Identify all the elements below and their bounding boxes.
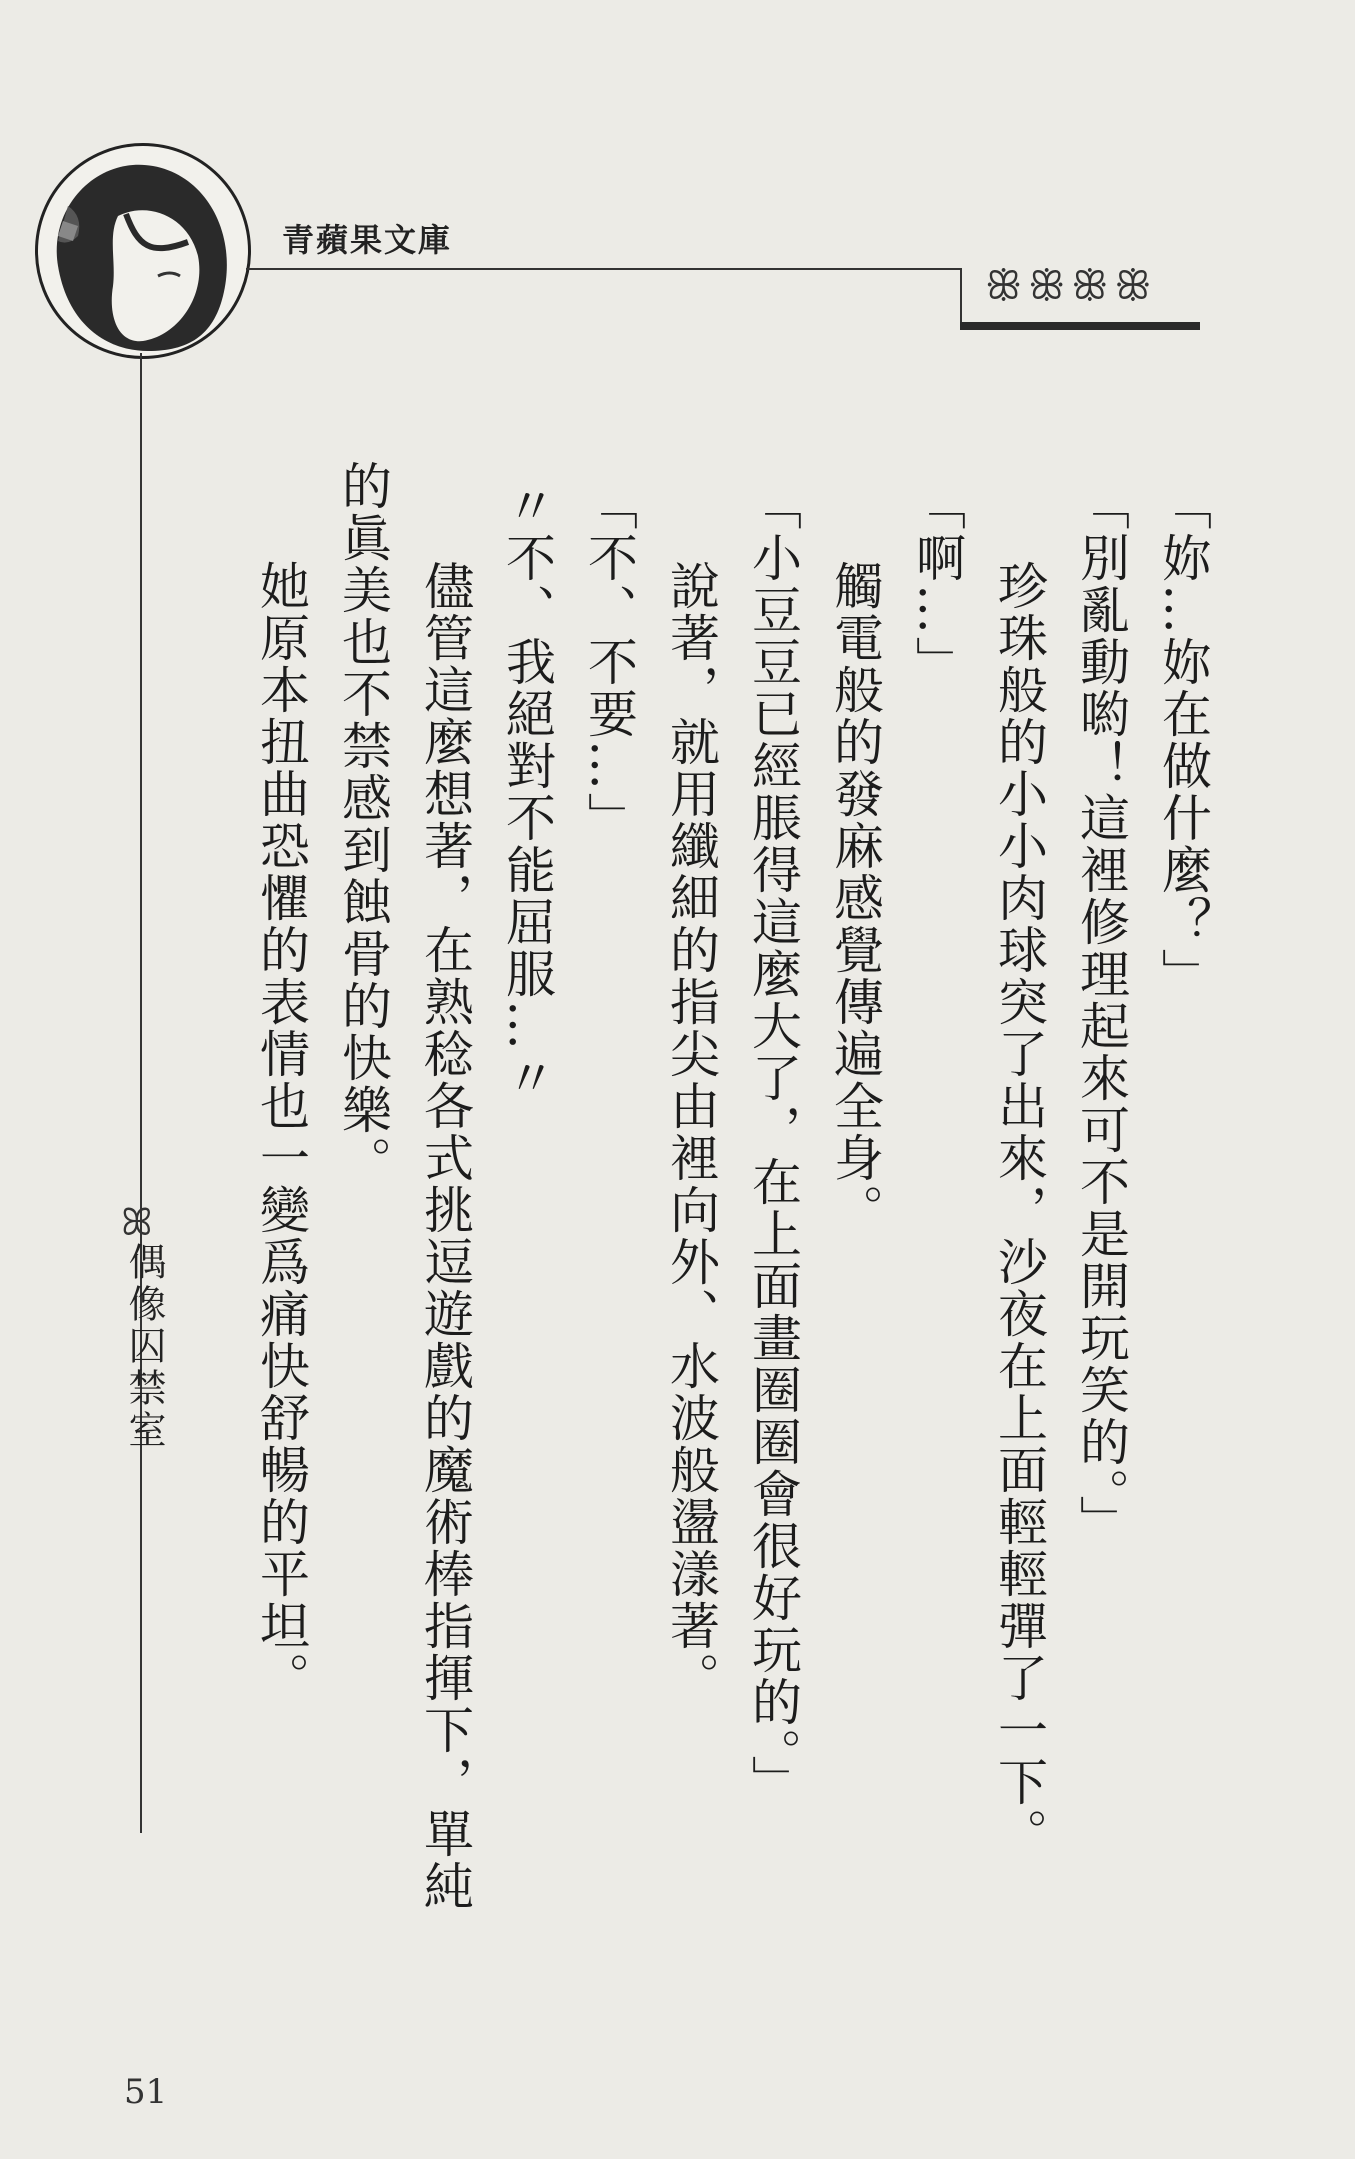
portrait-illustration: [35, 143, 251, 359]
text-line: 「別亂動喲！這裡修理起來可不是開玩笑的。」: [1072, 480, 1130, 1547]
header-thick-rule: [960, 322, 1200, 330]
text-line: 說著，就用纖細的指尖由裡向外、水波般盪漾著。: [662, 560, 720, 1704]
flower-icon: ꕤ: [121, 1200, 153, 1244]
text-line: 「不、不要…」: [580, 480, 638, 844]
page-number: 51: [124, 2072, 168, 2112]
header-rule-drop: [960, 268, 962, 326]
text-line: 「啊…」: [908, 480, 966, 688]
text-line: 珍珠般的小小肉球突了出來，沙夜在上面輕輕彈了一下。: [990, 560, 1048, 1860]
text-line: 「妳…妳在做什麼？」: [1154, 480, 1212, 1000]
text-line: 她原本扭曲恐懼的表情也一變爲痛快舒暢的平坦。: [252, 560, 310, 1704]
book-title: 偶像囚禁室: [122, 1242, 166, 1452]
text-line: 的眞美也不禁感到蝕骨的快樂。: [334, 460, 392, 1188]
text-line: 觸電般的發麻感覺傳遍全身。: [826, 560, 884, 1236]
series-name: 青蘋果文庫: [282, 221, 453, 259]
text-line: 〃不、我絕對不能屈服…〃: [498, 480, 556, 1104]
text-line: 儘管這麼想著，在熟稔各式挑逗遊戲的魔術棒指揮下，單純: [416, 560, 474, 1912]
girl-portrait-icon: [38, 146, 248, 356]
left-margin-rule: [140, 353, 142, 1833]
header-rule: [246, 268, 961, 270]
flower-ornament-icon: ꕥꕥꕥꕥ: [985, 263, 1158, 309]
text-line: 「小豆豆已經脹得這麼大了，在上面畫圈圈會很好玩的。」: [744, 480, 802, 1807]
